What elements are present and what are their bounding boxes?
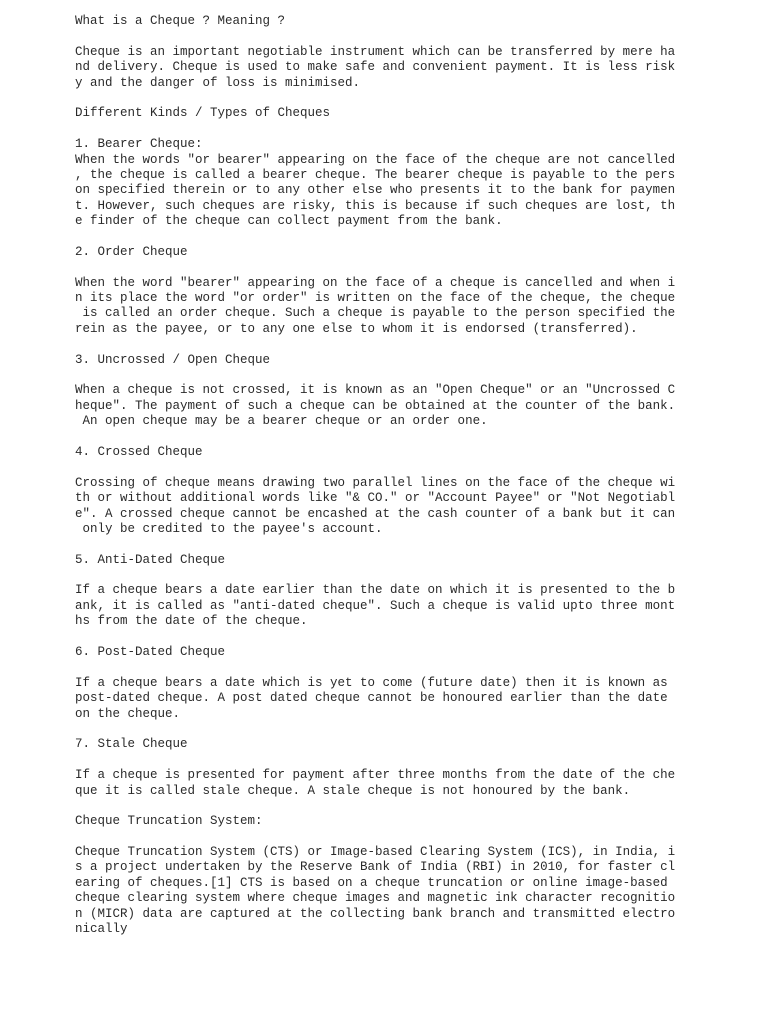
section-heading: 6. Post-Dated Cheque xyxy=(75,645,226,660)
text-line: Cheque Truncation System (CTS) or Image-based Clearing System (ICS), in India, i xyxy=(75,845,676,860)
paragraph-gap xyxy=(75,122,695,137)
heading-cheque-truncation-system xyxy=(75,814,695,829)
paragraph-crossed-cheque xyxy=(75,476,695,538)
text-line: , the cheque is called a bearer cheque. The bearer cheque is payable to the pers xyxy=(75,167,676,182)
text-line: If a cheque bears a date earlier than the date on which it is presented to the b xyxy=(75,583,676,598)
paragraph-gap xyxy=(75,799,695,814)
section-heading: Cheque Truncation System: xyxy=(75,814,263,829)
paragraph-gap xyxy=(75,368,695,383)
paragraph-post-dated-cheque xyxy=(75,676,695,722)
text-line: Different Kinds / Types of Cheques xyxy=(75,106,331,121)
text-line: s a project undertaken by the Reserve Bank of India (RBI) in 2010, for faster cl xyxy=(75,860,676,875)
text-line: If a cheque is presented for payment after three months from the date of the che xyxy=(75,768,676,783)
heading-crossed-cheque xyxy=(75,445,695,460)
paragraph-cheque-truncation-system xyxy=(75,845,695,937)
text-line: que it is called stale cheque. A stale cheque is not honoured by the bank. xyxy=(75,783,631,798)
paragraph-gap xyxy=(75,430,695,445)
section-bearer-cheque xyxy=(75,137,695,229)
paragraph-gap xyxy=(75,753,695,768)
paragraph-gap xyxy=(75,91,695,106)
heading-types-of-cheques xyxy=(75,106,695,121)
section-heading: 2. Order Cheque xyxy=(75,244,188,259)
text-line: n its place the word "or order" is written on the face of the cheque, the cheque xyxy=(75,291,676,306)
text-line: What is a Cheque ? Meaning ? xyxy=(75,14,286,28)
text-line: If a cheque bears a date which is yet to come (future date) then it is known as xyxy=(75,675,668,690)
paragraph-gap xyxy=(75,830,695,845)
text-line: th or without additional words like "& CO." or "Account Payee" or "Not Negotiabl xyxy=(75,491,676,506)
paragraph-open-cheque xyxy=(75,383,695,429)
text-line: post-dated cheque. A post dated cheque cannot be honoured earlier than the date xyxy=(75,691,668,706)
paragraph-gap xyxy=(75,29,695,44)
text-line: cheque clearing system where cheque images and magnetic ink character recognitio xyxy=(75,891,676,906)
text-line: rein as the payee, or to any one else to whom it is endorsed (transferred). xyxy=(75,321,638,336)
paragraph-gap xyxy=(75,568,695,583)
text-line: heque". The payment of such a cheque can be obtained at the counter of the bank. xyxy=(75,398,676,413)
heading-stale-cheque xyxy=(75,737,695,752)
text-line: e finder of the cheque can collect payment from the bank. xyxy=(75,214,503,229)
text-line: is called an order cheque. Such a cheque is payable to the person specified the xyxy=(75,306,676,321)
section-heading: 1. Bearer Cheque: xyxy=(75,137,203,152)
text-line: earing of cheques.[1] CTS is based on a cheque truncation or online image-based xyxy=(75,875,668,890)
paragraph-stale-cheque xyxy=(75,768,695,799)
text-line: e". A crossed cheque cannot be encashed at the cash counter of a bank but it can xyxy=(75,506,676,521)
text-line: nd delivery. Cheque is used to make safe and convenient payment. It is less risk xyxy=(75,60,676,75)
paragraph-gap xyxy=(75,260,695,275)
text-line: When the words "or bearer" appearing on the face of the cheque are not cancelled xyxy=(75,152,676,167)
section-heading: 7. Stale Cheque xyxy=(75,737,188,752)
paragraph-gap xyxy=(75,460,695,475)
text-line: on specified therein or to any other else who presents it to the bank for paymen xyxy=(75,183,676,198)
paragraph-cheque-definition xyxy=(75,45,695,91)
text-line: t. However, such cheques are risky, this is because if such cheques are lost, th xyxy=(75,198,676,213)
heading-order-cheque xyxy=(75,245,695,260)
text-line: y and the danger of loss is minimised. xyxy=(75,75,361,90)
paragraph-gap xyxy=(75,537,695,552)
paragraph-gap xyxy=(75,660,695,675)
text-line: nically xyxy=(75,922,128,937)
paragraph-gap xyxy=(75,337,695,352)
paragraph-gap xyxy=(75,630,695,645)
paragraph-order-cheque xyxy=(75,276,695,338)
section-heading: 3. Uncrossed / Open Cheque xyxy=(75,352,271,367)
paragraph-gap xyxy=(75,722,695,737)
text-line: ank, it is called as "anti-dated cheque". Such a cheque is valid upto three mont xyxy=(75,598,676,613)
section-heading: 4. Crossed Cheque xyxy=(75,444,203,459)
text-line: When the word "bearer" appearing on the face of a cheque is cancelled and when i xyxy=(75,275,676,290)
heading-open-cheque xyxy=(75,353,695,368)
heading-post-dated-cheque xyxy=(75,645,695,660)
paragraph-anti-dated-cheque xyxy=(75,583,695,629)
heading-what-is-a-cheque xyxy=(75,14,695,29)
section-heading: 5. Anti-Dated Cheque xyxy=(75,552,226,567)
heading-anti-dated-cheque xyxy=(75,553,695,568)
text-line: only be credited to the payee's account. xyxy=(75,521,383,536)
text-line: on the cheque. xyxy=(75,706,181,721)
text-line: n (MICR) data are captured at the collecting bank branch and transmitted electro xyxy=(75,906,676,921)
paragraph-gap xyxy=(75,229,695,244)
text-line: An open cheque may be a bearer cheque or an order one. xyxy=(75,414,488,429)
text-line: When a cheque is not crossed, it is known as an "Open Cheque" or an "Uncrossed C xyxy=(75,383,676,398)
text-line: Crossing of cheque means drawing two parallel lines on the face of the cheque wi xyxy=(75,475,676,490)
document-page xyxy=(75,14,695,937)
text-line: hs from the date of the cheque. xyxy=(75,614,308,629)
text-line: Cheque is an important negotiable instrument which can be transferred by mere ha xyxy=(75,44,676,59)
